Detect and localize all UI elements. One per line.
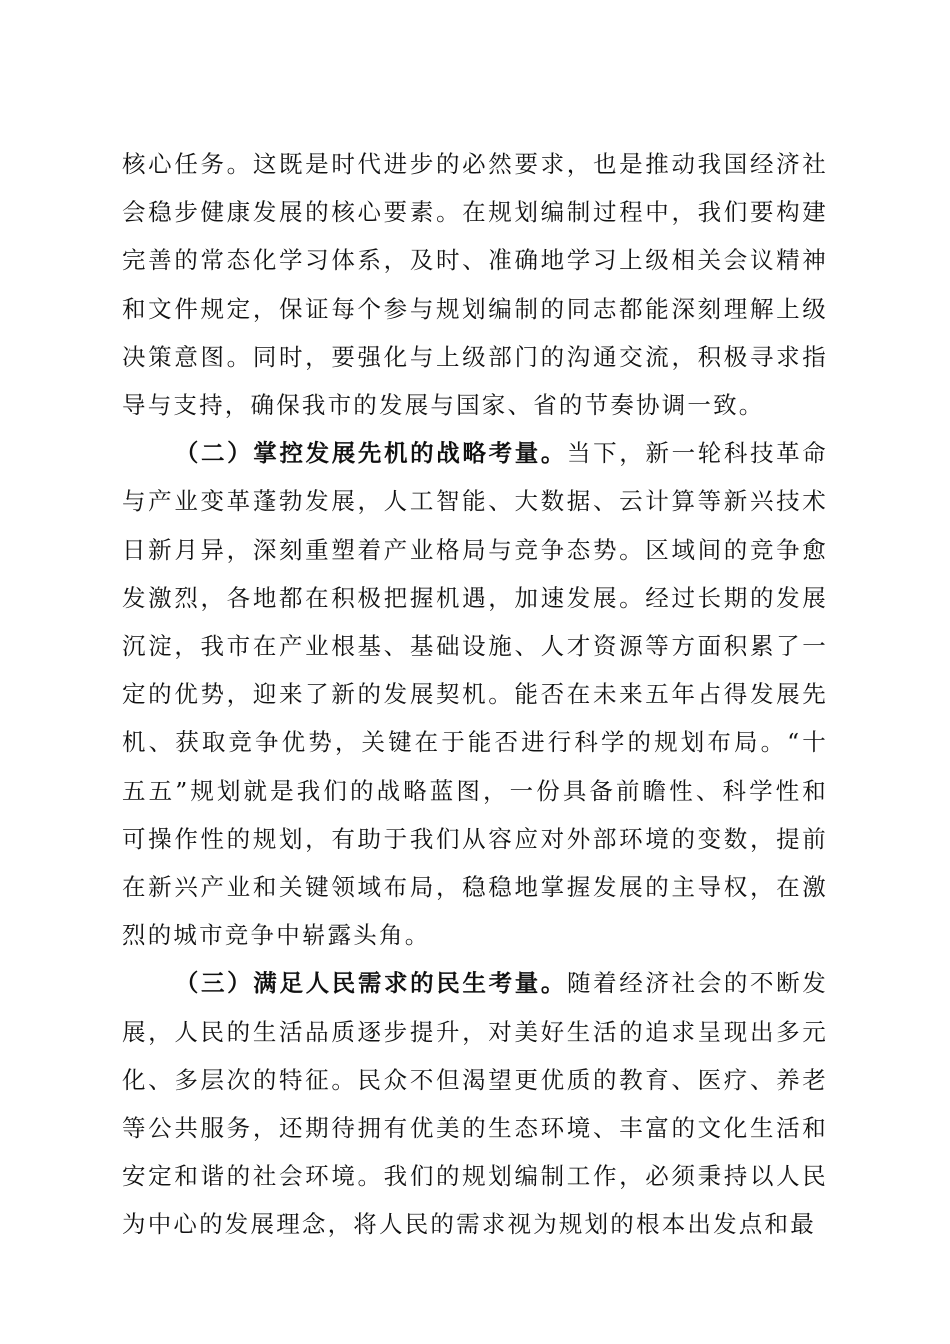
paragraph-section-three (122, 959, 828, 1248)
paragraph-1-text: 核心任务。这既是时代进步的必然要求，也是推动我国经济社会稳步健康发展的核心要素。在规划编制过程中，我们要构建完善的常态化学习体系，及时、准确地学习上级相关会议精神和文件规定，保证每个参与规划编制的同志都能深刻理解上级决策意图。同时，要强化与上级部门的沟通交流，积极寻求指导与支持，确保我市的发展与国家、省的节奏协调一致。 (122, 150, 828, 420)
section-three-heading: （三）满足人民需求的民生考量。 (174, 969, 568, 998)
paragraph-3-text: 随着经济社会的不断发展，人民的生活品质逐步提升，对美好生活的追求呈现出多元化、多层次的特征。民众不但渴望更优质的教育、医疗、养老等公共服务，还期待拥有优美的生态环境、丰富的文化生活和安定和谐的社会环境。我们的规划编制工作，必须秉持以人民为中心的发展理念，将人民的需求视为规划的根本出发点和最 (122, 969, 828, 1239)
paragraph-2-text: 当下，新一轮科技革命与产业变革蓬勃发展，人工智能、大数据、云计算等新兴技术日新月异，深刻重塑着产业格局与竞争态势。区域间的竞争愈发激烈，各地都在积极把握机遇，加速发展。经过长期的发展沉淀，我市在产业根基、基础设施、人才资源等方面积累了一定的优势，迎来了新的发展契机。能否在未来五年占得发展先机、获取竞争优势，关键在于能否进行科学的规划布局。“十五五”规划就是我们的战略蓝图，一份具备前瞻性、科学性和可操作性的规划，有助于我们从容应对外部环境的变数，提前在新兴产业和关键领域布局，稳稳地掌握发展的主导权，在激烈的城市竞争中崭露头角。 (122, 439, 828, 950)
paragraph-continuation (122, 140, 828, 429)
paragraph-section-two (122, 429, 828, 959)
section-two-heading: （二）掌控发展先机的战略考量。 (174, 439, 568, 468)
document-body (122, 140, 828, 1249)
